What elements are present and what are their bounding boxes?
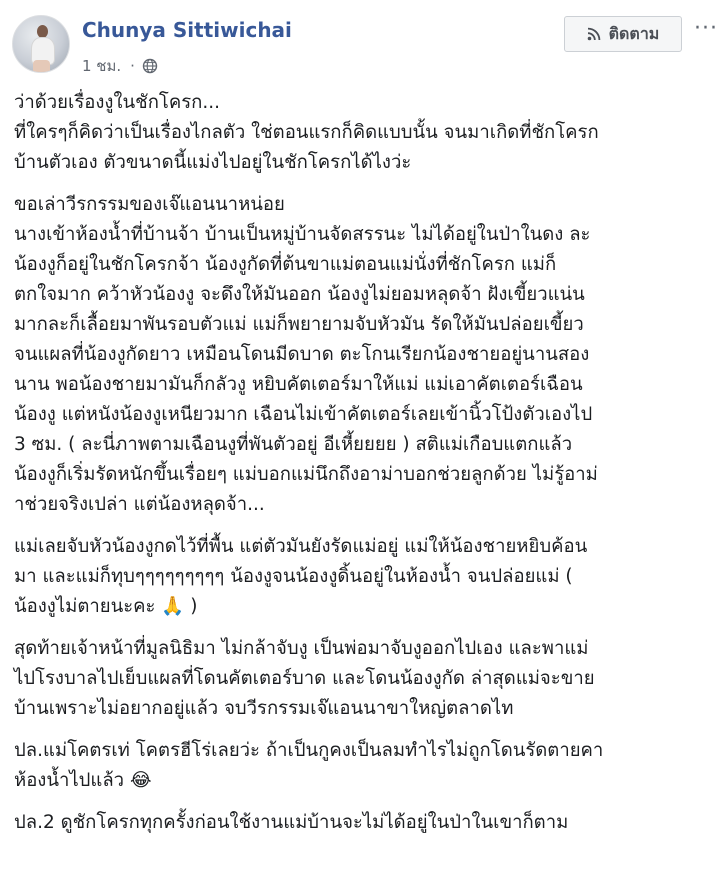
globe-icon[interactable] xyxy=(142,58,158,74)
meta-separator: · xyxy=(130,57,135,75)
post-paragraph: ปล.แม่โคตรเท่ โคตรฮีโร่เลยว่ะ ถ้าเป็นกูคงเป็นลมทำไรไม่ถูกโดนรัดตายคา ห้องน้ำไปแล้ว 😂 xyxy=(14,740,604,791)
post-body xyxy=(14,88,718,850)
rss-icon xyxy=(587,27,601,41)
post-paragraph: สุดท้ายเจ้าหน้าที่มูลนิธิมา ไม่กล้าจับงู เป็นพ่อมาจับงูออกไปเอง และพาแม่ ไปโรงบาลไปเย็บแผลที่โดนคัตเตอร์บาด และโดนน้องงูกัด ล่าสุดแม่จะขาย บ้านเพราะไม่อยากอยู่แล้ว จบวีรกรรมเจ๊แอนนาขาใหญ่ตลาดไท xyxy=(14,638,595,719)
profile-avatar[interactable] xyxy=(12,15,70,73)
avatar-figure-legs xyxy=(33,60,50,73)
post-paragraph: ขอเล่าวีรกรรมของเจ๊แอนนาหน่อย นางเข้าห้องน้ำที่บ้านจ้า บ้านเป็นหมู่บ้านจัดสรรนะ ไม่ได้อยู่ในป่าในดง ละ น้องงูก็อยู่ในชักโครกจ้า น้องงูกัดที่ต้นขาแม่ตอนแม่นั่งที่ชักโครก แม่ก็ ตกใจมาก คว้าหัวน้องงู จะดึงให้มันออก น้องงูไม่ยอมหลุดจ้า ฝังเขี้ยวแน่น มากละก็เลื้อยมาพันรอบตัวแม่ แม่ก็พยายามจับหัวมัน รัดให้มันปล่อยเขี้ยว จนแผลที่น้องงูกัดยาว เหมือนโดนมีดบาด ตะโกนเรียกน้องชายอยู่นานสอง นาน พอน้องชายมามันก็กลัวงู หยิบคัตเตอร์มาให้แม่ แม่เอาคัตเตอร์เฉือน น้องงู แต่หนังน้องงูเหนียวมาก เฉือนไม่เข้าคัตเตอร์เลยเข้านิ้วโป้งตัวเองไป 3 ซม. ( ละนี่ภาพตามเฉือนงูที่พันตัวอยู่ อีเหี้ยยยย ) สติแม่เกือบแตกแล้ว น้องงูก็เริ่มรัดหนักขึ้นเรื่อยๆ แม่บอกแม่นึกถึงอาม่าบอกช่วยลูกด้วย ไม่รู้อาม่ าช่วยจริงเปล่า แต่น้องหลุดจ้า... xyxy=(14,194,598,515)
post-paragraph: ว่าด้วยเรื่องงูในชักโครก... ที่ใครๆก็คิดว่าเป็นเรื่องไกลตัว ใช่ตอนแรกก็คิดแบบนั้น จนมาเกิดที่ชักโครก บ้านตัวเอง ตัวขนาดนี้แม่งไปอยู่ในชักโครกได้ไงว่ะ xyxy=(14,92,599,173)
post-meta xyxy=(82,54,158,78)
post-paragraph: แม่เลยจับหัวน้องงูกดไว้ที่พื้น แต่ตัวมันยังรัดแม่อยู่ แม่ให้น้องชายหยิบค้อน มา และแม่ก็ทุบๆๆๆๆๆๆๆๆๆ น้องงูจนน้องงูดิ้นอยู่ในห้องน้ำ จนปล่อยแม่ ( น้องงูไม่ตายนะคะ 🙏 ) xyxy=(14,536,588,617)
timestamp-link[interactable]: 1 ชม. xyxy=(82,57,122,75)
post-paragraph: ปล.2 ดูชักโครกทุกครั้งก่อนใช้งานแม่บ้านจะไม่ได้อยู่ในป่าในเขาก็ตาม xyxy=(14,812,569,833)
more-options-icon[interactable]: ··· xyxy=(694,16,718,41)
follow-button[interactable] xyxy=(564,16,682,52)
author-name-link[interactable]: Chunya Sittiwichai xyxy=(82,18,292,42)
follow-label: ติดตาม xyxy=(608,23,660,43)
post-header xyxy=(12,10,724,76)
